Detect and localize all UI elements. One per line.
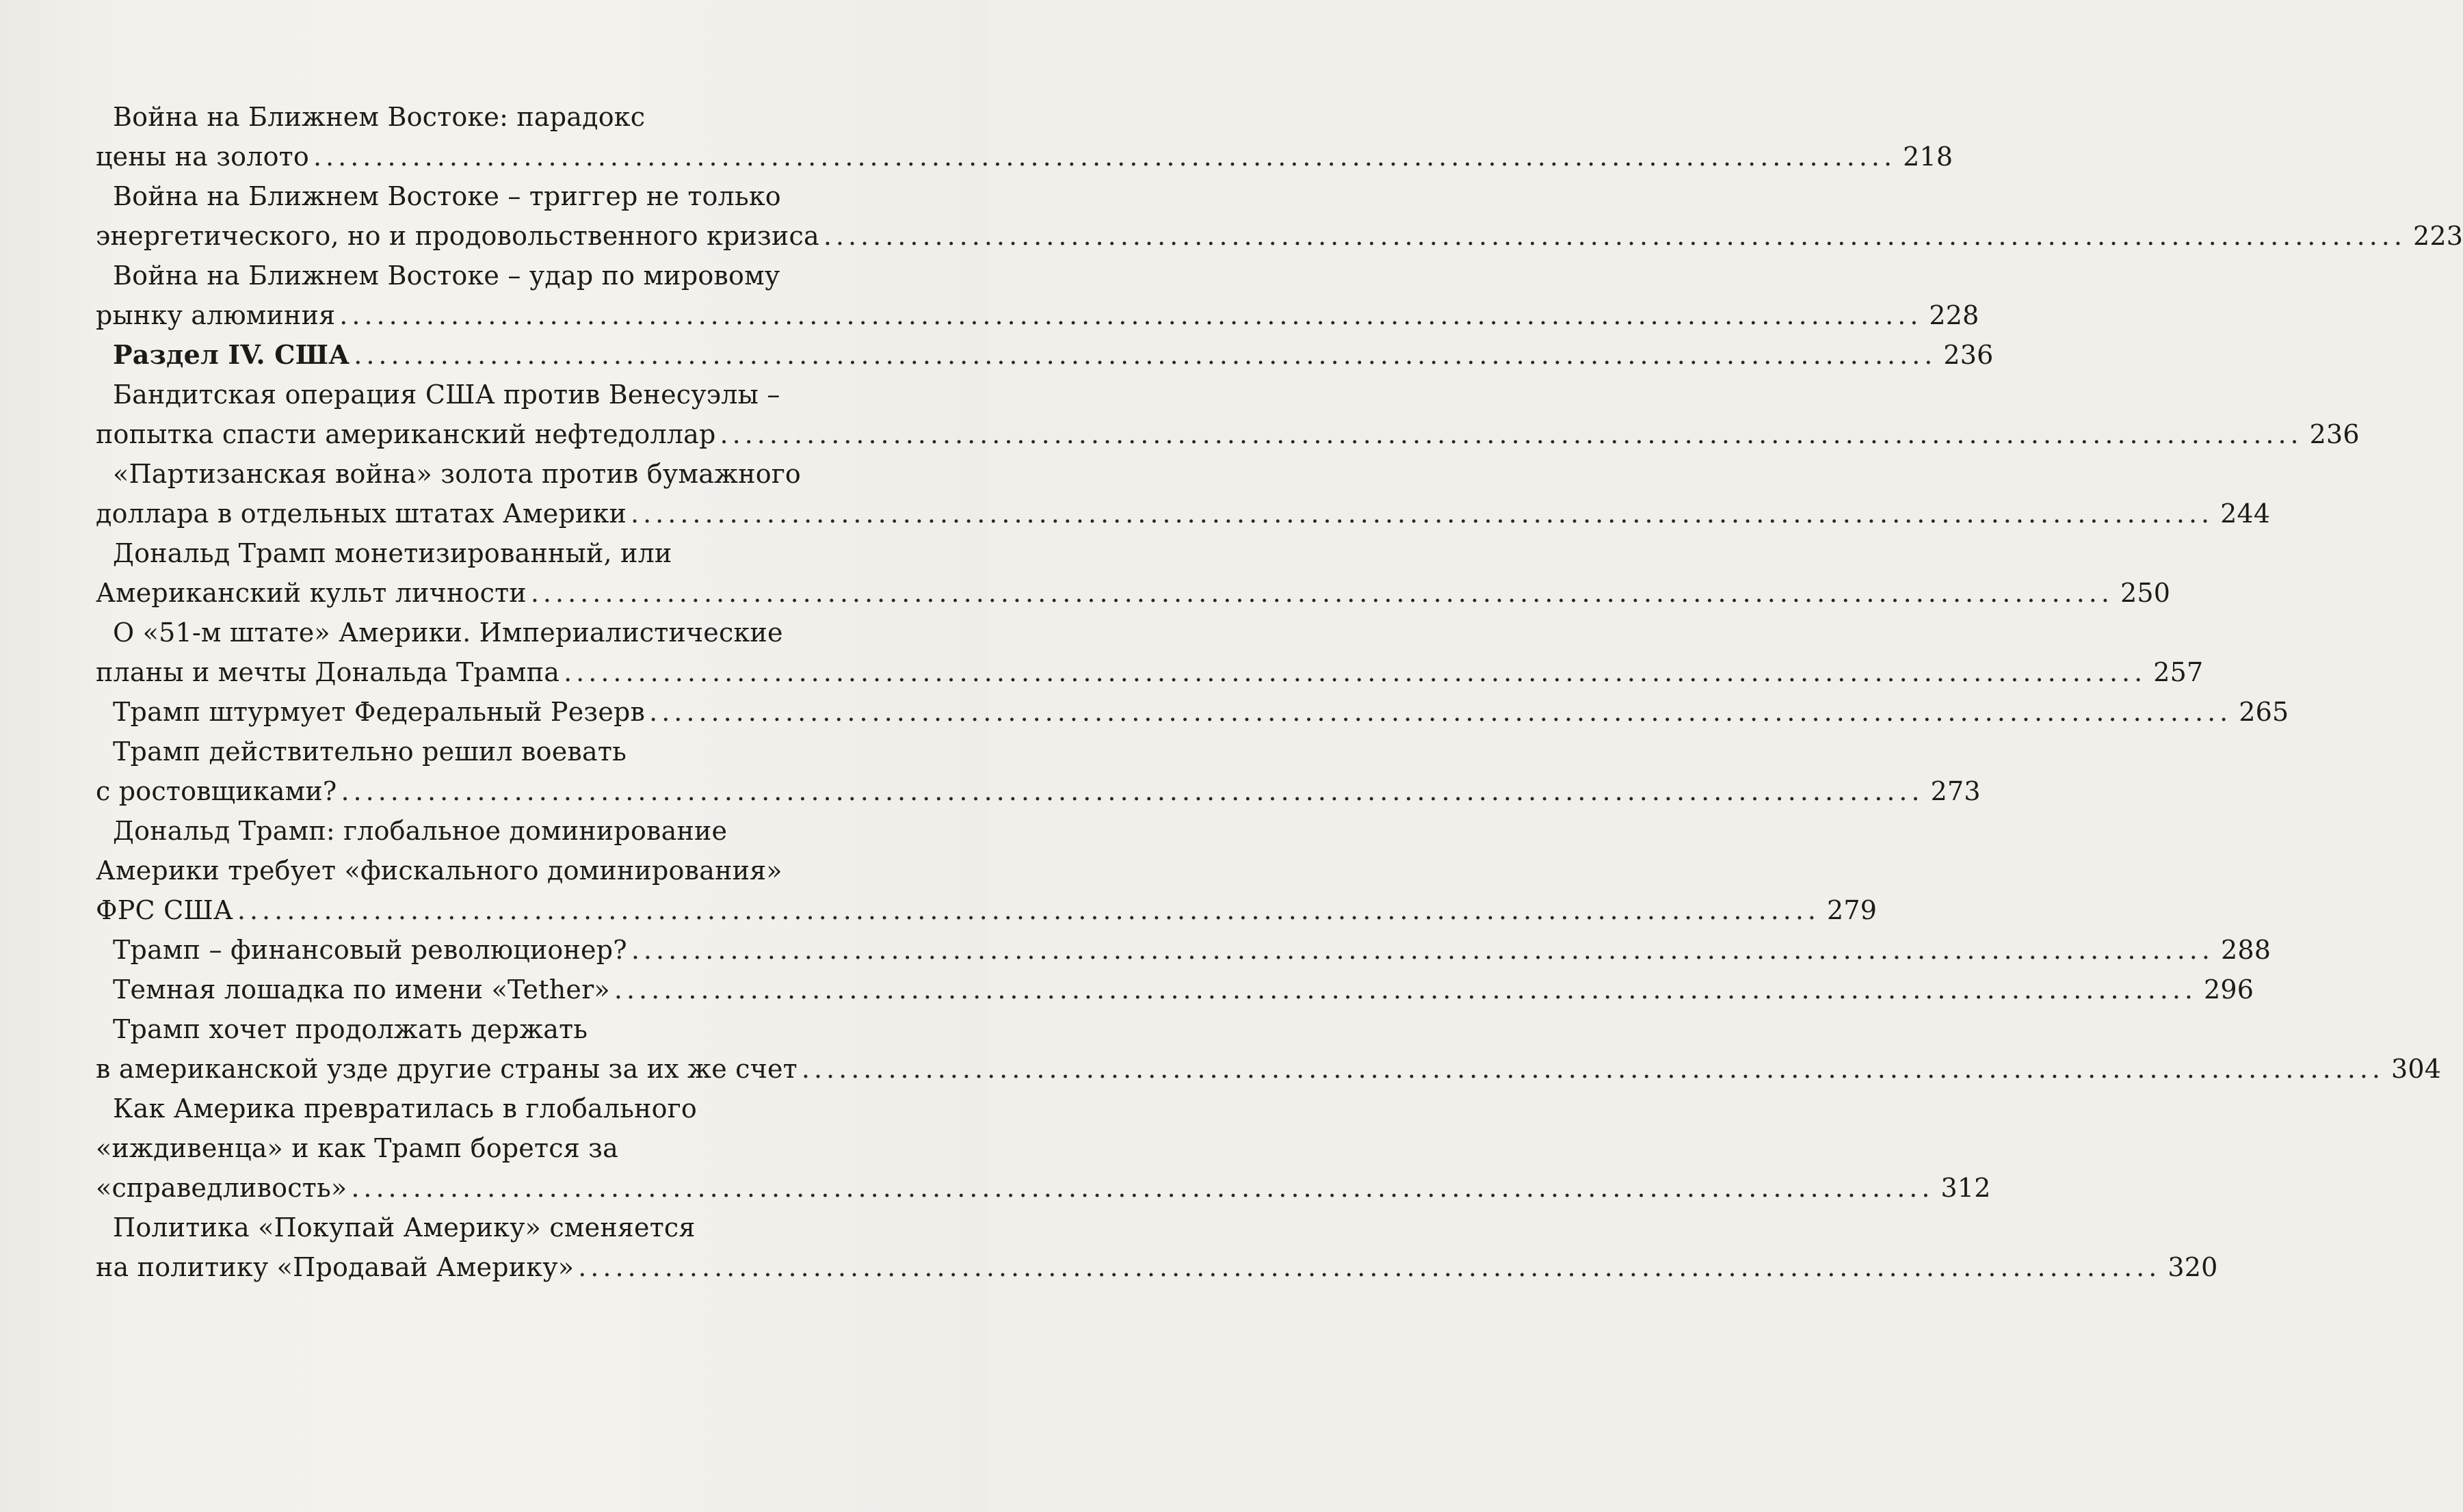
page-number: 320 [2168, 1252, 2218, 1282]
toc-entry-2-line2: энергетического, но и продовольственного кризиса ................................................................................................................................ 223 [96, 216, 954, 256]
leader-dots: ................................................................................................................................ [354, 340, 1937, 370]
leader-dots: ................................................................................................................................ [631, 499, 2214, 529]
toc-entry-15-line1: Как Америка превратилась в глобального [113, 1093, 697, 1124]
leader-dots: ................................................................................................................................ [564, 657, 2147, 687]
toc-entry-2-line1: Война на Ближнем Востоке – триггер не только [113, 181, 781, 211]
page-number: 296 [2204, 974, 2254, 1005]
toc-entry-16-line1: Политика «Покупай Америку» сменяется [113, 1212, 696, 1243]
toc-entry-11-line3: ФРС США ................................................................................................................................ 279 [96, 890, 954, 930]
toc-entry-1-line1: Война на Ближнем Востоке: парадокс [113, 102, 646, 132]
page-number: 236 [1943, 340, 1994, 370]
toc-entry-14-line2: в американской узде другие страны за их же счет ................................................................................................................................ 304 [96, 1049, 954, 1089]
leader-dots: ................................................................................................................................ [578, 1252, 2161, 1282]
leader-dots: ................................................................................................................................ [339, 300, 1923, 330]
page-number: 265 [2239, 697, 2289, 727]
toc-section-heading: Раздел IV. США ................................................................................................................................ 236 [113, 335, 954, 375]
leader-dots: ................................................................................................................................ [530, 578, 2113, 608]
page-number: 279 [1827, 895, 1878, 925]
toc-entry-12: Трамп – финансовый революционер? ................................................................................................................................ 288 [113, 930, 954, 970]
toc-entry-11-line2: Америки требует «фискального доминирования» [96, 856, 782, 886]
leader-dots: ................................................................................................................................ [614, 974, 2198, 1005]
toc-entry-3-line2: рынку алюминия ................................................................................................................................ 228 [96, 295, 954, 335]
toc-entry-6-line2: доллара в отдельных штатах Америки ................................................................................................................................ 244 [96, 494, 954, 533]
leader-dots: ................................................................................................................................ [823, 221, 2406, 251]
toc-entry-15-line3: «справедливость» ................................................................................................................................ 312 [96, 1168, 954, 1208]
page-number: 228 [1929, 300, 1979, 330]
toc-entry-16-line2: на политику «Продавай Америку» ................................................................................................................................ 320 [96, 1247, 954, 1287]
page-number: 273 [1930, 776, 1981, 806]
toc-entry-14-line1: Трамп хочет продолжать держать [113, 1014, 588, 1044]
toc-entry-9: Трамп штурмует Федеральный Резерв ................................................................................................................................ 265 [113, 692, 954, 732]
leader-dots: ................................................................................................................................ [631, 935, 2214, 965]
toc-entry-15-line2: «иждивенца» и как Трамп борется за [96, 1133, 618, 1163]
toc-entry-8-line1: О «51-м штате» Америки. Империалистические [113, 618, 783, 648]
toc-entry-7-line1: Дональд Трамп монетизированный, или [113, 538, 672, 568]
leader-dots: ................................................................................................................................ [313, 142, 1897, 172]
page-number: 223 [2412, 221, 2463, 251]
toc-entry-5-line2: попытка спасти американский нефтедоллар ................................................................................................................................ 236 [96, 414, 954, 454]
leader-dots: ................................................................................................................................ [801, 1054, 2385, 1084]
leader-dots: ................................................................................................................................ [237, 895, 1821, 925]
page-number: 244 [2220, 499, 2271, 529]
page-number: 218 [1903, 142, 1953, 172]
page-number: 312 [1940, 1173, 1991, 1203]
page-number: 257 [2153, 657, 2204, 687]
toc-entry-3-line1: Война на Ближнем Востоке – удар по мировому [113, 261, 780, 291]
toc-entry-13: Темная лошадка по имени «Tether» ................................................................................................................................ 296 [113, 970, 954, 1009]
toc-entry-8-line2: планы и мечты Дональда Трампа ................................................................................................................................ 257 [96, 652, 954, 692]
toc-entry-7-line2: Американский культ личности ................................................................................................................................ 250 [96, 573, 954, 613]
leader-dots: ................................................................................................................................ [341, 776, 1924, 806]
page-number: 250 [2120, 578, 2171, 608]
toc-entry-5-line1: Бандитская операция США против Венесуэлы – [113, 380, 780, 410]
page-number: 236 [2309, 419, 2360, 449]
leader-dots: ................................................................................................................................ [351, 1173, 1934, 1203]
page-number: 288 [2220, 935, 2271, 965]
leader-dots: ................................................................................................................................ [649, 697, 2232, 727]
toc-entry-6-line1: «Партизанская война» золота против бумажного [113, 459, 802, 489]
page-number: 304 [2391, 1054, 2442, 1084]
toc-entry-1-line2: цены на золото ................................................................................................................................ 218 [96, 137, 954, 176]
toc-entry-11-line1: Дональд Трамп: глобальное доминирование [113, 816, 728, 846]
leader-dots: ................................................................................................................................ [720, 419, 2303, 449]
toc-entry-10-line1: Трамп действительно решил воевать [113, 737, 627, 767]
toc-entry-10-line2: с ростовщиками? ................................................................................................................................ 273 [96, 771, 954, 811]
